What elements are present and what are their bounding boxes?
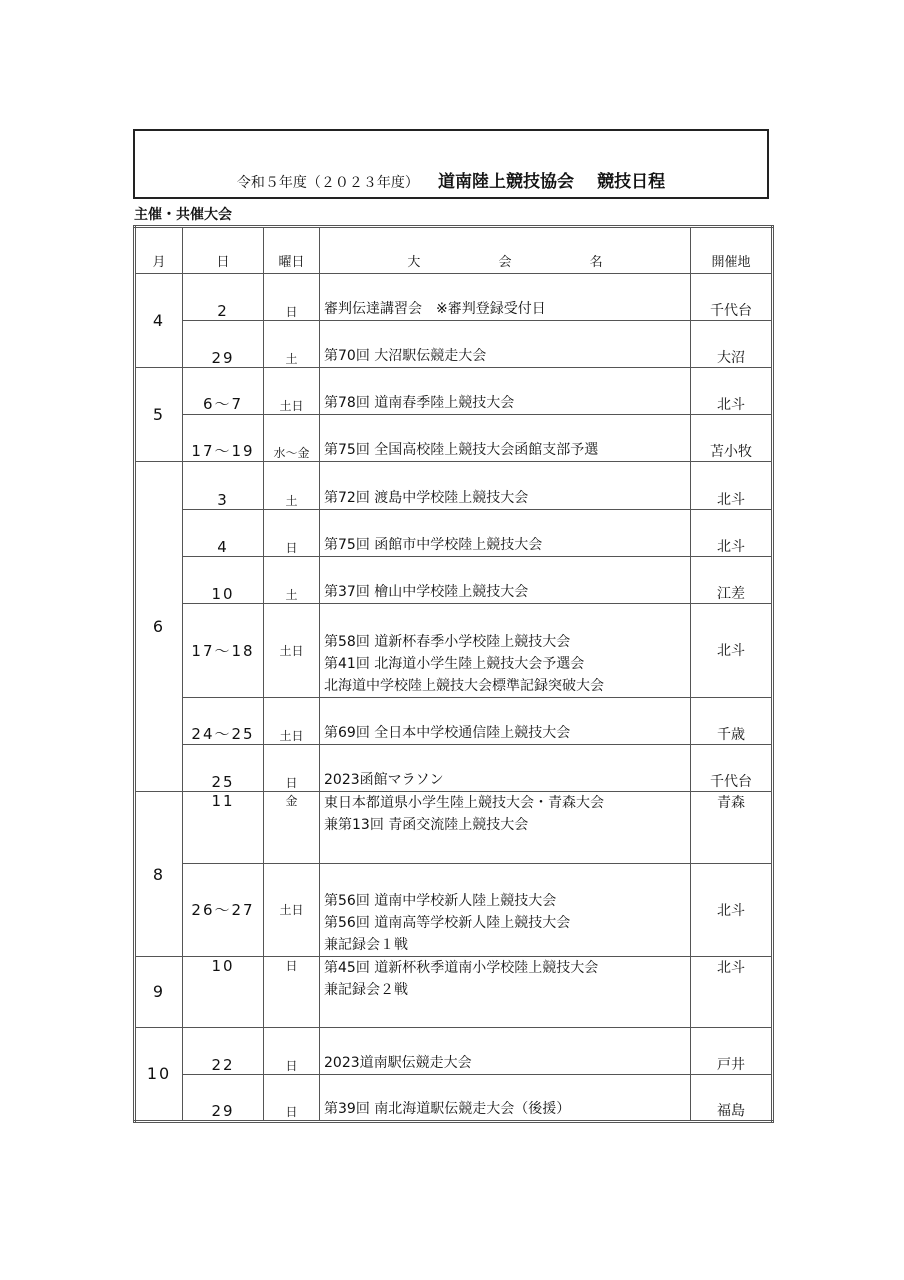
venue-cell: 北斗 — [691, 368, 773, 415]
venue-cell: 北斗 — [691, 956, 773, 1027]
venue-cell: 北斗 — [691, 863, 773, 956]
weekday-cell: 土 — [264, 462, 320, 509]
event-name-cell — [320, 603, 691, 697]
table-row — [135, 509, 773, 556]
table-row — [135, 274, 773, 321]
event-name-line: 審判伝達講習会 ※審判登録受付日 — [324, 301, 546, 318]
event-name-line: 第45回 道新杯秋季道南小学校陸上競技大会 — [324, 959, 599, 976]
header-row — [135, 227, 773, 274]
day-cell: 6〜7 — [183, 368, 264, 415]
title-year: 令和５年度（２０２３年度） — [236, 175, 419, 191]
event-name-line: 第39回 南北海道駅伝競走大会（後援） — [324, 1101, 571, 1117]
day-cell: 2 — [183, 274, 264, 321]
venue-cell: 戸井 — [691, 1027, 773, 1074]
day-cell: 29 — [183, 321, 264, 368]
month-cell: 9 — [135, 956, 183, 1027]
table-row — [135, 603, 773, 697]
day-cell: 11 — [183, 792, 264, 864]
event-name-line: 東日本都道県小学生陸上競技大会・青森大会 — [324, 795, 604, 812]
venue-cell: 苫小牧 — [691, 415, 773, 462]
title-org: 道南陸上競技協会 — [438, 172, 574, 192]
event-name-line: 第56回 道南中学校新人陸上競技大会 — [324, 892, 557, 909]
table-row — [135, 697, 773, 744]
event-name-line: 第69回 全日本中学校通信陸上競技大会 — [324, 725, 571, 742]
schedule-table — [133, 225, 774, 1123]
venue-cell: 千代台 — [691, 745, 773, 792]
month-cell: 10 — [135, 1027, 183, 1121]
weekday-cell: 日 — [264, 1074, 320, 1121]
weekday-cell: 土日 — [264, 603, 320, 697]
day-cell: 25 — [183, 745, 264, 792]
event-name-line: 第72回 渡島中学校陸上競技大会 — [324, 489, 529, 506]
venue-cell: 千歳 — [691, 697, 773, 744]
table-row — [135, 415, 773, 462]
event-name-line: 兼第13回 青函交流陸上競技大会 — [324, 817, 529, 834]
weekday-cell: 日 — [264, 745, 320, 792]
header-name-char: 会 — [498, 255, 512, 271]
event-name-cell — [320, 556, 691, 603]
event-name-line: 2023函館マラソン — [324, 772, 444, 789]
event-name-line: 第78回 道南春季陸上競技大会 — [324, 395, 515, 412]
weekday-cell: 土日 — [264, 368, 320, 415]
table-row — [135, 462, 773, 509]
table-row — [135, 368, 773, 415]
weekday-cell: 日 — [264, 509, 320, 556]
day-cell: 3 — [183, 462, 264, 509]
table-row — [135, 745, 773, 792]
weekday-cell: 日 — [264, 956, 320, 1027]
event-name-cell — [320, 745, 691, 792]
title-schedule: 競技日程 — [597, 172, 666, 192]
header-name-char: 大 — [407, 255, 421, 271]
weekday-cell: 土 — [264, 556, 320, 603]
venue-cell: 千代台 — [691, 274, 773, 321]
event-name-cell — [320, 415, 691, 462]
event-name-cell — [320, 274, 691, 321]
day-cell: 24〜25 — [183, 697, 264, 744]
table-row — [135, 1074, 773, 1121]
venue-cell: 北斗 — [691, 509, 773, 556]
day-cell: 17〜18 — [183, 603, 264, 697]
event-name-cell — [320, 509, 691, 556]
venue-cell: 江差 — [691, 556, 773, 603]
page-title — [135, 167, 767, 192]
weekday-cell: 土日 — [264, 863, 320, 956]
section-subheading: 主催・共催大会 — [134, 207, 232, 223]
event-name-cell — [320, 321, 691, 368]
header-day: 日 — [183, 227, 264, 274]
weekday-cell: 土 — [264, 321, 320, 368]
venue-cell: 福島 — [691, 1074, 773, 1121]
weekday-cell: 水〜金 — [264, 415, 320, 462]
day-cell: 17〜19 — [183, 415, 264, 462]
event-name-line: 2023道南駅伝競走大会 — [324, 1054, 472, 1071]
table-row — [135, 1027, 773, 1074]
table-row — [135, 863, 773, 956]
venue-cell: 青森 — [691, 792, 773, 864]
header-name-char: 名 — [589, 255, 603, 271]
event-name-line: 第41回 北海道小学生陸上競技大会予選会 — [324, 655, 585, 672]
weekday-cell: 日 — [264, 1027, 320, 1074]
month-cell: 8 — [135, 792, 183, 957]
venue-cell: 大沼 — [691, 321, 773, 368]
event-name-line: 第75回 函館市中学校陸上競技大会 — [324, 536, 543, 553]
header-weekday: 曜日 — [264, 227, 320, 274]
event-name-cell — [320, 792, 691, 864]
event-name-cell — [320, 1074, 691, 1121]
weekday-cell: 土日 — [264, 697, 320, 744]
event-name-line: 第58回 道新杯春季小学校陸上競技大会 — [324, 633, 571, 650]
day-cell: 10 — [183, 956, 264, 1027]
header-month: 月 — [135, 227, 183, 274]
header-venue: 開催地 — [691, 227, 773, 274]
day-cell: 26〜27 — [183, 863, 264, 956]
event-name-line: 第56回 道南高等学校新人陸上競技大会 — [324, 914, 571, 931]
day-cell: 22 — [183, 1027, 264, 1074]
month-cell: 5 — [135, 368, 183, 462]
title-box — [133, 129, 769, 199]
event-name-line: 第37回 檜山中学校陸上競技大会 — [324, 583, 529, 600]
event-name-line: 第75回 全国高校陸上競技大会函館支部予選 — [324, 442, 599, 459]
header-name — [320, 227, 691, 274]
day-cell: 10 — [183, 556, 264, 603]
event-name-line: 北海道中学校陸上競技大会標準記録突破大会 — [324, 677, 604, 694]
event-name-line: 兼記録会１戦 — [324, 936, 408, 953]
event-name-line: 第70回 大沼駅伝競走大会 — [324, 348, 487, 365]
table-row — [135, 556, 773, 603]
month-cell: 4 — [135, 274, 183, 368]
event-name-line: 兼記録会２戦 — [324, 981, 408, 998]
event-name-cell — [320, 368, 691, 415]
weekday-cell: 金 — [264, 792, 320, 864]
table-row — [135, 321, 773, 368]
event-name-cell — [320, 697, 691, 744]
event-name-cell — [320, 1027, 691, 1074]
event-name-cell — [320, 462, 691, 509]
month-cell: 6 — [135, 462, 183, 792]
weekday-cell: 日 — [264, 274, 320, 321]
day-cell: 4 — [183, 509, 264, 556]
event-name-cell — [320, 863, 691, 956]
venue-cell: 北斗 — [691, 603, 773, 697]
table-row — [135, 956, 773, 1027]
day-cell: 29 — [183, 1074, 264, 1121]
venue-cell: 北斗 — [691, 462, 773, 509]
table-row — [135, 792, 773, 864]
event-name-cell — [320, 956, 691, 1027]
